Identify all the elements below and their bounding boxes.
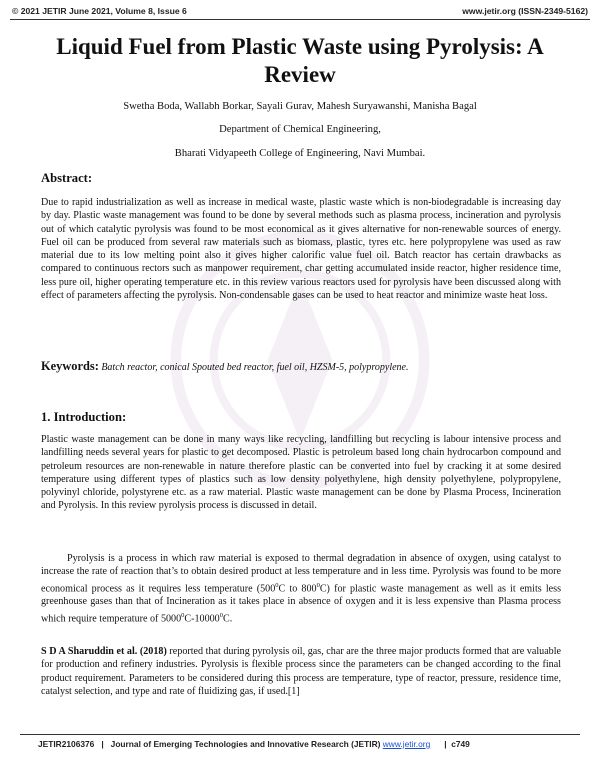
header-divider <box>10 19 590 20</box>
paper-title-line-2: Review <box>264 62 336 87</box>
abstract-heading: Abstract: <box>41 171 93 185</box>
author-college: Bharati Vidyapeeth College of Engineering, Navi Mumbai. <box>174 148 426 159</box>
footer-paper-id: JETIR2106376 <box>38 739 95 749</box>
citation-author: S D A Sharuddin et al. (2018) <box>41 646 167 657</box>
footer-journal-name: Journal of Emerging Technologies and Innovative Research (JETIR) <box>110 739 381 749</box>
author-department: Department of Chemical Engineering, <box>219 124 381 135</box>
footer-page-number: c749 <box>451 739 470 749</box>
paper-title <box>20 33 580 89</box>
footer-divider <box>20 734 580 735</box>
introduction-heading: 1. Introduction: <box>41 410 127 424</box>
introduction-paragraph-3: S D A Sharuddin et al. (2018) reported that during pyrolysis oil, gas, char are the three major products formed that are valuable for production and refinery industries. Pyrolysis is flexible process since the parameters can be changed according to the final product requirement. Parameters to be considered during this process are temperature, type of reactor, pressure, residence time, catalyst selection, and type and rate of fluidizing gas, if used.[1] <box>41 646 562 697</box>
keywords-text: Batch reactor, conical Spouted bed reactor, fuel oil, HZSM-5, polypropylene. <box>101 362 409 373</box>
footer-website-link[interactable]: www.jetir.org <box>382 739 431 749</box>
header-journal-info: © 2021 JETIR June 2021, Volume 8, Issue 6 <box>12 6 187 16</box>
keywords-line <box>41 359 561 374</box>
author-list: Swetha Boda, Wallabh Borkar, Sayali Gurav, Mahesh Suryawanshi, Manisha Bagal <box>123 101 477 112</box>
introduction-paragraph-1: Plastic waste management can be done in many ways like recycling, landfilling but recycling is labour intensive process and landfilling needs several years for plastic to get decomposed. Plastic is petroleum based long chain hydrocarbon compound and petroleum resources are non-renewable in nature therefore plastic can be converted into fuel by cracking it at some desired temperature using different types of plastics such as low density polyethylene, high density polyethylene, polypropylene, polyvinyl chloride, polystyrene etc. as a raw material. Plastic waste management can be done by Plasma Process, Incineration and Pyrolysis. In this review pyrolysis process is discussed in detail. <box>41 434 561 512</box>
introduction-paragraph-2: Pyrolysis is a process in which raw material is exposed to thermal degradation in absence of oxygen, using catalyst to increase the rate of reaction that’s to obtain desired product at less temperature and in less time. Pyrolysis was found to be more economical process as it requires less temperature ($500^0C$ to $800^0C$) for plastic waste management as well as it emits less greenhouse gases than that of Incineration as it takes place in absence of oxygen and it is less expensive than Plasma process which require temperature of 5000$^0$C-10000$^0$C. <box>41 553 561 624</box>
keywords-label: Keywords: <box>41 359 99 373</box>
page-footer: JETIR2106376 | Journal of Emerging Technologies and Innovative Research (JETIR) www.jetir.org | c749 <box>38 739 470 749</box>
header-website: www.jetir.org (ISSN-2349-5162) <box>462 6 588 16</box>
running-header <box>12 6 588 20</box>
paper-title-line-1: Liquid Fuel from Plastic Waste using Pyrolysis: A <box>56 34 544 59</box>
abstract-body: Due to rapid industrialization as well as increase in medical waste, plastic waste which is non-biodegradable is increasing day by day. Plastic waste management was found to be done by several methods such as plasma process, incineration and pyrolysis out of which catalytic pyrolysis was found to be most economical as it gives alternative for non-renewable sources of energy. Fuel oil can be produced from several raw materials such as biomass, plastic, tyres etc. here polypropylene was used as raw material due to its low melting point also it gives higher calorific value fuel oil. Batch reactor has certain drawbacks as compared to continuous rectors such as manpower requirement, char getting accumulated inside reactor, higher residence time, less pure oil, higher operating temperature etc. in this review various reactors used for pyrolysis have been discussed along with effect of parameters affecting the pyrolysis. Non-condensable gases can be used to heat reactor and minimize waste heat loss. <box>41 197 561 302</box>
